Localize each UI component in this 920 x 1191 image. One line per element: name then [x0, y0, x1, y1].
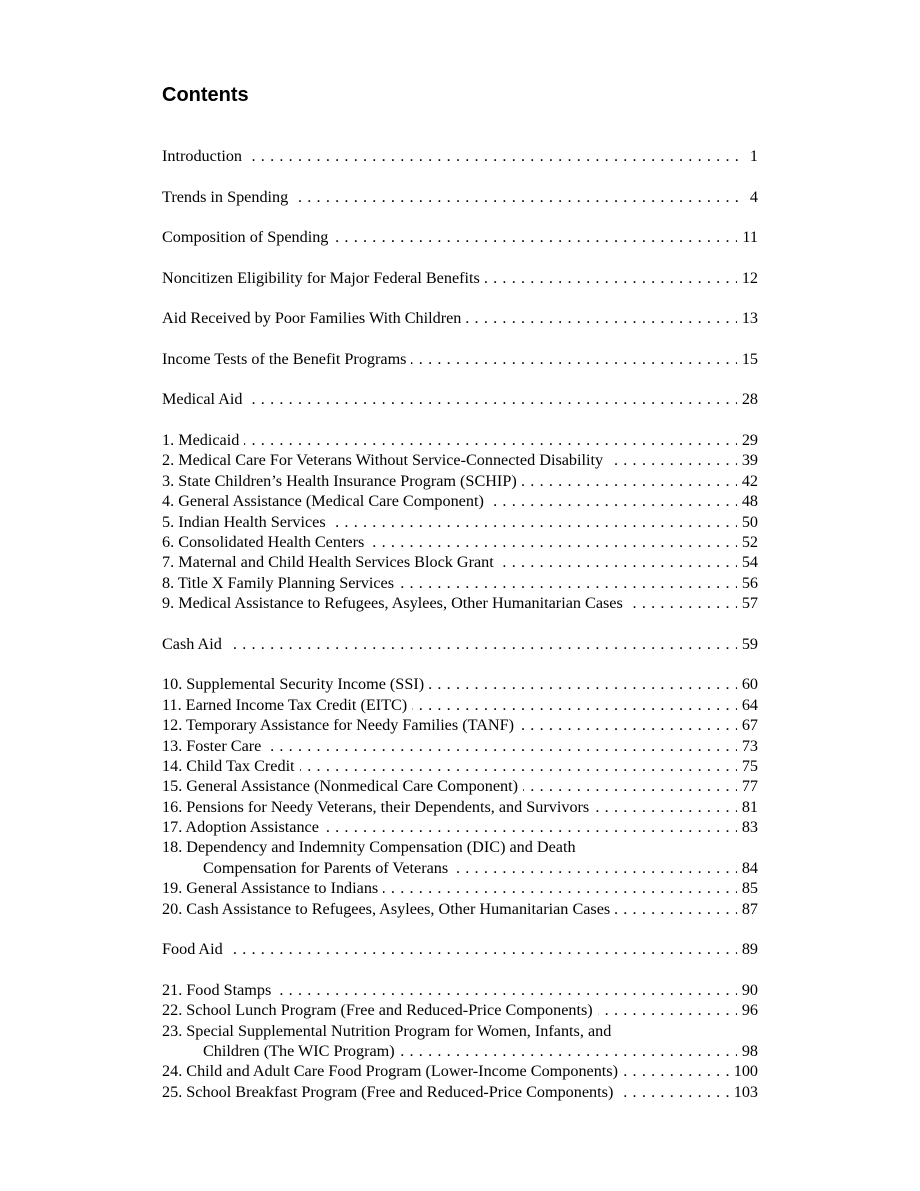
toc-entry-title: Introduction	[162, 147, 247, 165]
toc-entry-title: 6. Consolidated Health Centers	[162, 533, 369, 551]
toc-entry[interactable]	[162, 939, 758, 959]
toc-entry[interactable]	[162, 695, 758, 715]
toc-page-number: 4	[745, 187, 758, 207]
toc-page-number: 11	[737, 227, 758, 247]
spacer	[162, 369, 758, 389]
toc-entry[interactable]	[162, 146, 758, 166]
toc-entry-title: 3. State Children’s Health Insurance Program (SCHIP)	[162, 472, 522, 490]
toc-entry-title: 21. Food Stamps	[162, 981, 276, 999]
toc-entry[interactable]	[162, 268, 758, 288]
toc-entry-title: 17. Adoption Assistance	[162, 818, 324, 836]
toc-page-number: 89	[737, 939, 758, 959]
toc-page-number: 96	[737, 1000, 758, 1020]
toc-entry-title: 24. Child and Adult Care Food Program (Lower-Income Components)	[162, 1062, 623, 1080]
spacer	[162, 654, 758, 674]
toc-entry[interactable]	[162, 736, 758, 756]
toc-page-number: 56	[737, 573, 758, 593]
toc-page-number: 1	[745, 146, 758, 166]
toc-entry[interactable]	[162, 756, 758, 776]
toc-page-number: 28	[737, 389, 758, 409]
toc-entry[interactable]	[162, 1021, 758, 1041]
toc-entry-title: 13. Foster Care	[162, 737, 266, 755]
toc-entry-title: 4. General Assistance (Medical Care Component)	[162, 492, 489, 510]
spacer	[162, 166, 758, 186]
toc-page-number: 42	[737, 471, 758, 491]
toc-page-number: 103	[729, 1082, 758, 1102]
toc-page-number: 54	[737, 552, 758, 572]
toc-page-number: 83	[737, 817, 758, 837]
toc-page-number: 12	[737, 268, 758, 288]
toc-entry[interactable]	[162, 308, 758, 328]
toc-entry-title: 2. Medical Care For Veterans Without Service-Connected Disability	[162, 451, 608, 469]
toc-entry-title: 14. Child Tax Credit	[162, 757, 300, 775]
toc-entry[interactable]	[162, 573, 758, 593]
spacer	[162, 960, 758, 980]
toc-entry-title: 23. Special Supplemental Nutrition Program for Women, Infants, and	[162, 1022, 616, 1040]
toc-entry[interactable]	[162, 899, 758, 919]
toc-entry-title: 15. General Assistance (Nonmedical Care Component)	[162, 777, 523, 795]
toc-entry-title: Aid Received by Poor Families With Children	[162, 309, 466, 327]
toc-entry-title: 7. Maternal and Child Health Services Block Grant	[162, 553, 499, 571]
toc-entry-title: 10. Supplemental Security Income (SSI)	[162, 675, 429, 693]
toc-entry[interactable]	[162, 837, 758, 857]
toc-entry-title: Compensation for Parents of Veterans	[162, 859, 453, 877]
toc-entry-title: 9. Medical Assistance to Refugees, Asylees, Other Humanitarian Cases	[162, 594, 628, 612]
toc-entry-title: 16. Pensions for Needy Veterans, their Dependents, and Survivors	[162, 798, 594, 816]
toc-entry-title: 22. School Lunch Program (Free and Reduced-Price Components)	[162, 1001, 598, 1019]
toc-entry-title: Cash Aid	[162, 635, 227, 653]
toc-entry[interactable]	[162, 878, 758, 898]
toc-page-number: 13	[737, 308, 758, 328]
toc-page-number: 60	[737, 674, 758, 694]
spacer	[162, 919, 758, 939]
toc-entry[interactable]	[162, 817, 758, 837]
toc-entry-title: Medical Aid	[162, 390, 247, 408]
toc-page-number: 15	[737, 349, 758, 369]
toc-entry[interactable]	[162, 512, 758, 532]
page-title: Contents	[162, 84, 249, 106]
toc-entry[interactable]	[162, 430, 758, 450]
toc-entry-title: 20. Cash Assistance to Refugees, Asylees, Other Humanitarian Cases	[162, 900, 615, 918]
toc-entry[interactable]	[162, 797, 758, 817]
toc-entry[interactable]	[162, 1000, 758, 1020]
toc-entry-title: 1. Medicaid	[162, 431, 244, 449]
toc-page-number: 50	[737, 512, 758, 532]
toc-entry[interactable]	[162, 593, 758, 613]
toc-page-number: 48	[737, 491, 758, 511]
table-of-contents	[162, 146, 758, 1102]
toc-page-number: 87	[737, 899, 758, 919]
toc-entry[interactable]	[162, 532, 758, 552]
toc-entry[interactable]	[162, 980, 758, 1000]
spacer	[162, 248, 758, 268]
toc-entry-title: Children (The WIC Program)	[162, 1042, 400, 1060]
toc-entry-title: Noncitizen Eligibility for Major Federal Benefits	[162, 269, 485, 287]
toc-entry[interactable]	[162, 349, 758, 369]
toc-page-number: 57	[737, 593, 758, 613]
toc-entry[interactable]	[162, 187, 758, 207]
spacer	[162, 410, 758, 430]
toc-entry[interactable]	[162, 471, 758, 491]
toc-entry-continuation[interactable]	[162, 1041, 758, 1061]
toc-entry-title: 19. General Assistance to Indians	[162, 879, 383, 897]
toc-entry-title: 8. Title X Family Planning Services	[162, 574, 399, 592]
toc-entry-title: 25. School Breakfast Program (Free and Reduced-Price Components)	[162, 1083, 618, 1101]
toc-entry-title: Income Tests of the Benefit Programs	[162, 350, 411, 368]
toc-entry[interactable]	[162, 491, 758, 511]
spacer	[162, 288, 758, 308]
toc-page-number: 84	[737, 858, 758, 878]
toc-entry-title: 11. Earned Income Tax Credit (EITC)	[162, 696, 412, 714]
toc-page-number: 29	[737, 430, 758, 450]
toc-entry[interactable]	[162, 389, 758, 409]
toc-page-number: 59	[737, 634, 758, 654]
toc-entry-title: Trends in Spending	[162, 188, 293, 206]
toc-entry[interactable]	[162, 450, 758, 470]
toc-page-number: 64	[737, 695, 758, 715]
toc-entry-title: 5. Indian Health Services	[162, 513, 331, 531]
toc-entry-title: 18. Dependency and Indemnity Compensation (DIC) and Death	[162, 838, 581, 856]
toc-entry[interactable]	[162, 1082, 758, 1102]
toc-entry[interactable]	[162, 674, 758, 694]
toc-entry-title: Food Aid	[162, 940, 228, 958]
toc-page-number: 81	[737, 797, 758, 817]
toc-entry[interactable]	[162, 1061, 758, 1081]
toc-page-number: 90	[737, 980, 758, 1000]
spacer	[162, 614, 758, 634]
toc-page-number: 52	[737, 532, 758, 552]
toc-page-number: 73	[737, 736, 758, 756]
toc-entry-continuation[interactable]	[162, 858, 758, 878]
toc-entry[interactable]	[162, 552, 758, 572]
toc-page-number: 98	[737, 1041, 758, 1061]
spacer	[162, 329, 758, 349]
toc-page-number: 67	[737, 715, 758, 735]
toc-entry[interactable]	[162, 634, 758, 654]
toc-entry-title: 12. Temporary Assistance for Needy Families (TANF)	[162, 716, 519, 734]
toc-page-number: 85	[737, 878, 758, 898]
toc-entry[interactable]	[162, 227, 758, 247]
toc-page-number: 75	[737, 756, 758, 776]
toc-entry[interactable]	[162, 776, 758, 796]
toc-page-number: 77	[737, 776, 758, 796]
toc-entry[interactable]	[162, 715, 758, 735]
spacer	[162, 207, 758, 227]
toc-page-number: 100	[729, 1061, 758, 1081]
toc-page-number: 39	[737, 450, 758, 470]
toc-entry-title: Composition of Spending	[162, 228, 333, 246]
